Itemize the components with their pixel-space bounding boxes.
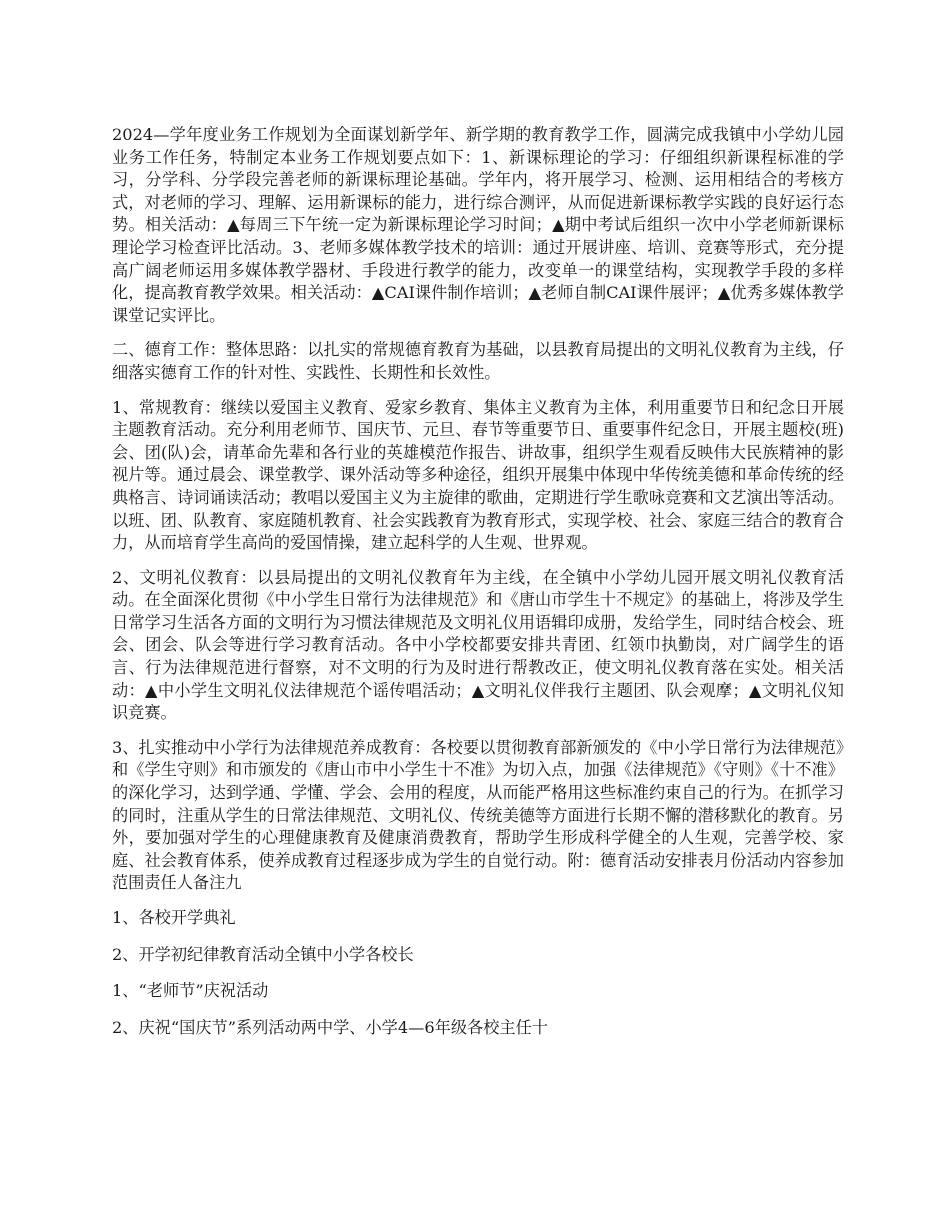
paragraph-routine-education: 1、常规教育：继续以爱国主义教育、爱家乡教育、集体主义教育为主体，利用重要节日和纪念日开展主题教育活动。充分利用老师节、国庆节、元旦、春节等重要节日、重要事件纪念日，开展主题校(班)会、团(队)会，请革命先辈和各行业的英雄模范作报告、讲故事，组织学生观看反映伟大民族精神的影视片等。通过晨会、课堂教学、课外活动等多种途径，组织开展集中体现中华传统美德和革命传统的经典格言、诗词诵读活动；教唱以爱国主义为主旋律的歌曲，定期进行学生歌咏竞赛和文艺演出等活动。以班、团、队教育、家庭随机教育、社会实践教育为教育形式，实现学校、社会、家庭三结合的教育合力，从而培育学生高尚的爱国情操，建立起科学的人生观、世界观。 [112, 397, 844, 553]
list-item: 1、各校开学典礼 [112, 908, 236, 927]
paragraph-moral-education-overview: 二、德育工作：整体思路：以扎实的常规德育教育为基础，以县教育局提出的文明礼仪教育为主线，仔细落实德育工作的针对性、实践性、长期性和长效性。 [112, 340, 844, 382]
list-item: 1、“老师节”庆祝活动 [112, 981, 269, 1001]
paragraph-behavior-norms: 3、扎实推动中小学行为法律规范养成教育：各校要以贯彻教育部新颁发的《中小学日常行为法律规范》和《学生守则》和市颁发的《唐山市中小学生十不准》为切入点，加强《法律规范》《守则》《十不准》的深化学习，达到学通、学懂、学会、会用的程度，从而能严格用这些标准约束自己的行为。在抓学习的同时，注重从学生的日常法律规范、文明礼仪、传统美德等方面进行长期不懈的潜移默化的教育。另外，要加强对学生的心理健康教育及健康消费教育，帮助学生形成科学健全的人生观，完善学校、家庭、社会教育体系，使养成教育过程逐步成为学生的自觉行动。附：德育活动安排表月份活动内容参加范围责任人备注九 [112, 737, 844, 893]
paragraph-work-plan: 2024—学年度业务工作规划为全面谋划新学年、新学期的教育教学工作，圆满完成我镇中小学幼儿园业务工作任务，特制定本业务工作规划要点如下：1、新课标理论的学习：仔细组织新课程标准的学习，分学科、分学段完善老师的新课标理论基础。学年内，将开展学习、检测、运用相结合的考核方式，对老师的学习、理解、运用新课标的能力，进行综合测评，从而促进新课标教学实践的良好运行态势。相关活动：▲每周三下午统一定为新课标理论学习时间；▲期中考试后组织一次中小学老师新课标理论学习检查评比活动。3、老师多媒体教学技术的培训：通过开展讲座、培训、竞赛等形式，充分提高广阔老师运用多媒体教学器材、手段进行教学的能力，改变单一的课堂结构，实现教学手段的多样化，提高教育教学效果。相关活动：▲CAI课件制作培训；▲老师自制CAI课件展评；▲优秀多媒体教学课堂记实评比。 [112, 125, 844, 325]
document-body [112, 124, 844, 1053]
paragraph-etiquette-education: 2、文明礼仪教育：以县局提出的文明礼仪教育年为主线，在全镇中小学幼儿园开展文明礼仪教育活动。在全面深化贯彻《中小学生日常行为法律规范》和《唐山市学生十不规定》的基础上，将涉及学生日常学习生活各方面的文明行为习惯法律规范及文明礼仪用语辑印成册，发给学生，同时结合校会、班会、团会、队会等进行学习教育活动。各中小学校都要安排共青团、红领巾执勤岗，对广阔学生的语言、行为法律规范进行督察，对不文明的行为及时进行帮教改正，使文明礼仪教育落在实处。相关活动：▲中小学生文明礼仪法律规范个谣传唱活动；▲文明礼仪伴我行主题团、队会观摩；▲文明礼仪知识竞赛。 [112, 567, 844, 723]
list-item: 2、庆祝“国庆节”系列活动两中学、小学4—6年级各校主任十 [112, 1017, 548, 1037]
list-item: 2、开学初纪律教育活动全镇中小学各校长 [112, 944, 414, 964]
